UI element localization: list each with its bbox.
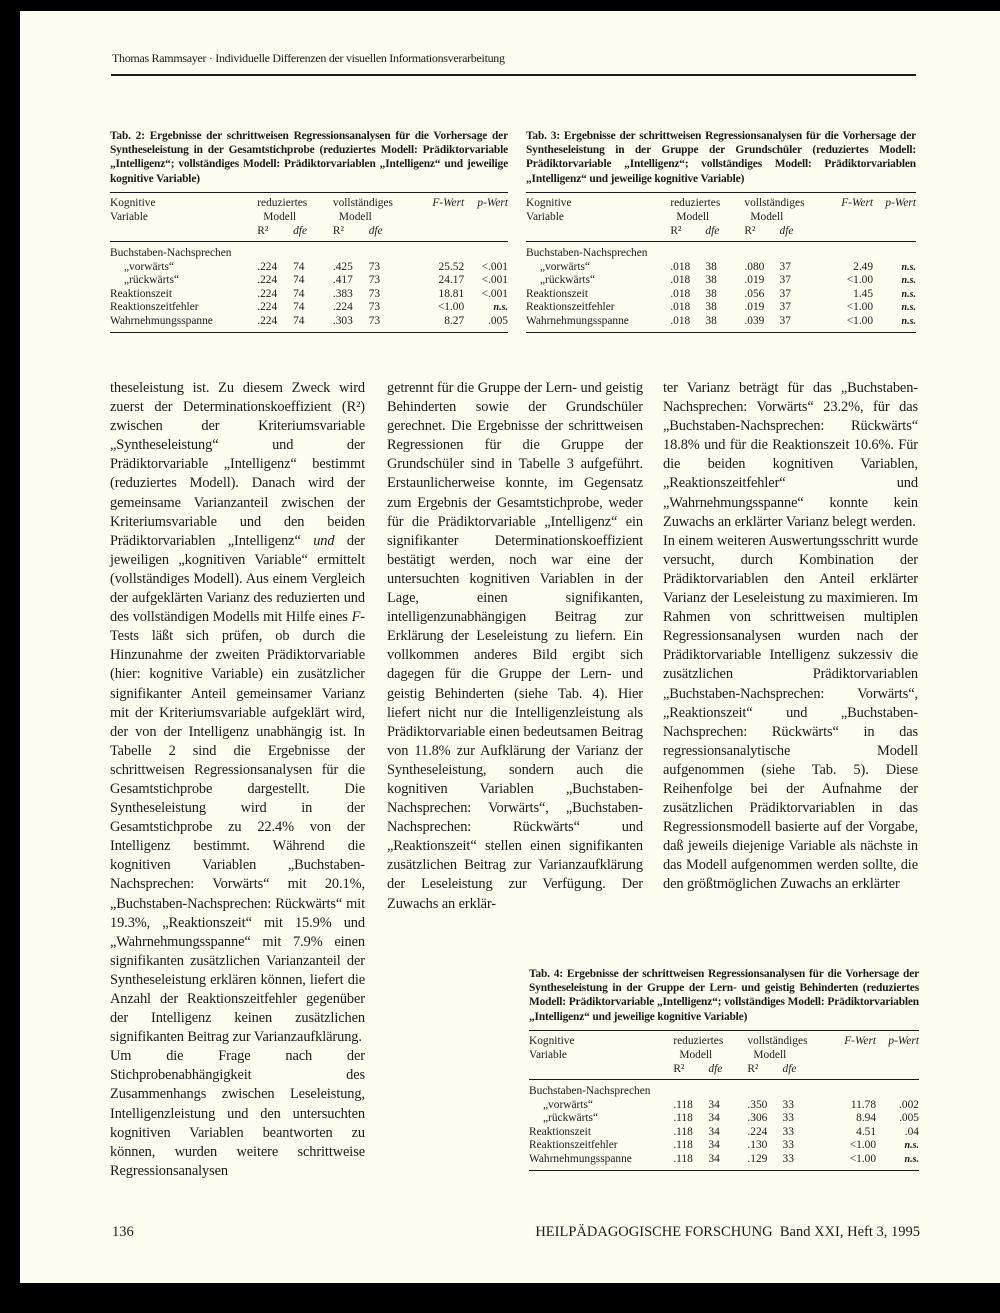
variable-cell: Reaktionszeitfehler xyxy=(526,301,615,314)
r2-reduced-cell: .224 xyxy=(257,274,278,287)
dfe-reduced-cell: 38 xyxy=(705,287,717,300)
p-value-cell: .005 xyxy=(488,315,508,328)
table-row xyxy=(526,315,916,329)
table-cell: R² xyxy=(670,224,682,237)
f-value-cell: <1.00 xyxy=(437,301,465,314)
table-cell: Buchstaben-Nachsprechen xyxy=(526,247,648,260)
table-cell: Modell xyxy=(676,210,710,223)
f-value-cell: 24.17 xyxy=(438,274,465,287)
table-row xyxy=(110,261,508,275)
table-cell xyxy=(825,1049,876,1063)
r2-reduced-cell: .224 xyxy=(257,315,278,328)
table-row xyxy=(529,1126,919,1140)
table-caption-text: Ergebnisse der schrittweisen Regressionsanalysen für die Vorhersage der Syntheseleistung in der Gesamtstichprobe (reduziertes Modell: Prädiktorvariable „Intelligenz“; vollständiges Modell: Prädiktorvariablen „Intelligenz“ und jeweilige kognitive Variable) xyxy=(110,130,508,185)
variable-cell: Wahrnehmungsspanne xyxy=(526,315,629,328)
table-cell: Modell xyxy=(263,210,297,223)
table-row xyxy=(110,301,508,315)
body-column-2 xyxy=(387,379,643,914)
table-cell: dfe xyxy=(293,224,307,237)
table-cell xyxy=(876,1049,919,1063)
table-row xyxy=(529,1139,919,1153)
table-cell xyxy=(110,329,508,333)
dfe-reduced-cell: 38 xyxy=(705,301,717,314)
dfe-full-cell: 73 xyxy=(368,301,381,314)
dfe-reduced-cell: 38 xyxy=(705,274,717,287)
r2-full-cell: .224 xyxy=(332,301,353,314)
p-value-cell: .04 xyxy=(904,1125,919,1138)
dfe-full-cell: 33 xyxy=(782,1112,794,1125)
group-row xyxy=(526,242,916,261)
table-label: Tab. 4: xyxy=(529,968,563,980)
f-value-cell: 18.81 xyxy=(438,287,465,300)
r2-reduced-cell: .118 xyxy=(673,1098,693,1111)
r2-reduced-cell: .224 xyxy=(257,287,278,300)
paragraph: theseleistung ist. Zu diesem Zweck wird zuerst der Determinationskoeffizient (R²) zwischen der Kriteriumsvariable „Syntheseleistung“ und der Prädiktorvariable „Intelligenz“ bestimmt (reduziertes Modell). Danach wird der gemeinsame Varianzanteil zwischen der Kriteriumsvariable und den beiden Prädiktorvariablen „Intelligenz“ und der jeweiligen „kognitiven Variable“ ermittelt (vollständiges Modell). Aus einem Vergleich der aufgeklärten Varianz des reduzierten und des vollständigen Modells mit Hilfe eines F-Tests läßt sich prüfen, ob durch die Hinzunahme der zweiten Prädiktorvariable (hier: kognitive Variable) ein zusätzlicher signifikanter Anteil gemeinsamer Varianz mit der Kriteriumsvariable aufgeklärt wird, der von der Intelligenz unabhängig ist. In Tabelle 2 sind die Ergebnisse der schrittweisen Regressionsanalysen für die Gesamtstichprobe dargestellt. Die Syntheseleistung wird in der Gesamtstichprobe zu 22.4% von der Intelligenz bestimmt. Während die kognitiven Variablen „Buchstaben-Nachsprechen: Vorwärts“ mit 20.1%, „Buchstaben-Nachsprechen: Rückwärts“ mit 19.3%, „Reaktionszeit“ mit 15.9% und „Wahrnehmungsspanne“ mit 7.9% einen signifikanten zusätzlichen Varianzanteil der Syntheseleistung erklären können, liefert die Anzahl der Reaktionszeitfehler gegenüber der Intelligenz keinen zusätzlichen signifikanten Beitrag zur Varianzaufklärung. xyxy=(110,380,365,1046)
table-cell: dfe xyxy=(705,224,720,237)
journal-footer xyxy=(535,1224,920,1241)
table-cell xyxy=(529,1167,919,1171)
p-value-cell: .002 xyxy=(899,1098,919,1111)
table-row xyxy=(526,261,916,275)
dfe-reduced-cell: 34 xyxy=(708,1098,720,1111)
table-cell xyxy=(529,1063,673,1077)
f-value-cell: 1.45 xyxy=(853,287,874,300)
dfe-full-cell: 73 xyxy=(368,287,381,300)
dfe-full-cell: 73 xyxy=(368,274,381,287)
table-cell: Buchstaben-Nachsprechen xyxy=(529,1085,651,1098)
body-column-3 xyxy=(663,379,918,895)
r2-reduced-cell: .118 xyxy=(673,1153,693,1166)
table-row xyxy=(529,1153,919,1167)
table-cell: Kognitive xyxy=(529,1035,575,1048)
group-row xyxy=(529,1080,919,1099)
dfe-reduced-cell: 74 xyxy=(293,260,305,273)
variable-cell: Reaktionszeit xyxy=(529,1125,591,1138)
paragraph: In einem weiteren Auswertungsschritt wurde versucht, durch Kombination der Prädiktorvariablen den Anteil erklärter Varianz der Leseleistung zu maximieren. Im Rahmen von schrittweisen multiplen Regressionsanalysen wurden nach der Prädiktorvariable Intelligenz sukzessiv die zusätzlichen Prädiktorvariablen „Buchstaben-Nachsprechen: Vorwärts“, „Reaktionszeit“ und „Buchstaben-Nachsprechen: Rückwärts“ in das regressionsanalytische Modell aufgenommen (siehe Tab. 5). Diese Reihenfolge bei der Aufnahme der zusätzlichen Prädiktorvariablen in das Regressionsmodell basierte auf der Vorgabe, daß jeweils diejenige Variable als nächste in das Modell aufgenommen werden sollte, die den größtmöglichen Zuwachs an erklärter xyxy=(663,532,918,893)
p-value-cell: n.s. xyxy=(904,1154,919,1166)
table-body xyxy=(526,193,916,332)
r2-full-cell: .129 xyxy=(747,1153,768,1166)
table-cell: reduziertes xyxy=(257,197,308,210)
p-value-cell: <.001 xyxy=(481,274,508,287)
table-cell: vollständiges xyxy=(747,1035,808,1048)
r2-reduced-cell: .018 xyxy=(670,274,691,287)
f-value-cell: <1.00 xyxy=(849,1153,877,1166)
group-row xyxy=(110,242,508,261)
variable-cell: „vorwärts“ xyxy=(543,1098,593,1111)
table-cell: vollständiges xyxy=(744,197,805,210)
table-row xyxy=(526,301,916,315)
f-value-cell: 25.52 xyxy=(438,260,465,273)
p-wert-header: p-Wert xyxy=(477,197,508,210)
f-value-cell: 2.49 xyxy=(853,260,874,273)
r2-full-cell: .425 xyxy=(332,260,353,273)
table-cell xyxy=(412,211,464,225)
header-row xyxy=(529,1063,919,1077)
table-label: Tab. 3: xyxy=(526,130,560,142)
table-cell: R² xyxy=(332,224,344,237)
f-wert-header: F-Wert xyxy=(844,1035,877,1048)
dfe-reduced-cell: 74 xyxy=(293,287,305,300)
dfe-full-cell: 73 xyxy=(368,260,381,273)
table-row xyxy=(110,274,508,288)
r2-reduced-cell: .118 xyxy=(673,1112,693,1125)
variable-cell: „rückwärts“ xyxy=(543,1112,599,1125)
p-value-cell: <.001 xyxy=(481,260,508,273)
variable-cell: „vorwärts“ xyxy=(124,260,174,273)
table-cell: Modell xyxy=(753,1048,787,1061)
r2-full-cell: .306 xyxy=(747,1112,768,1125)
header-rule xyxy=(111,74,916,76)
dfe-reduced-cell: 74 xyxy=(293,315,305,328)
dfe-reduced-cell: 74 xyxy=(293,301,305,314)
table-cell: Modell xyxy=(750,210,784,223)
table-cell: reduziertes xyxy=(673,1035,724,1048)
table-label: Tab. 2: xyxy=(110,130,145,142)
f-value-cell: 8.27 xyxy=(444,315,465,328)
dfe-reduced-cell: 38 xyxy=(705,315,717,328)
table-cell: R² xyxy=(257,224,269,237)
r2-reduced-cell: .018 xyxy=(670,315,691,328)
table-caption xyxy=(526,129,916,186)
header-row xyxy=(110,225,508,239)
journal-volume: Band XXI, Heft 3, 1995 xyxy=(779,1224,920,1240)
p-value-cell: n.s. xyxy=(901,275,916,287)
table-cell xyxy=(822,211,873,225)
dfe-reduced-cell: 74 xyxy=(293,274,305,287)
table-caption-text: Ergebnisse der schrittweisen Regressionsanalysen für die Vorhersage der Syntheseleistung in der Gruppe der Grundschüler (reduziertes Modell: Prädiktorvariable „Intelligenz“; vollständiges Modell: Prädiktorvariablen „Intelligenz“ und jeweilige kognitive Variable) xyxy=(526,130,917,185)
variable-cell: „rückwärts“ xyxy=(124,274,180,287)
dfe-full-cell: 37 xyxy=(779,301,791,314)
dfe-reduced-cell: 34 xyxy=(708,1112,720,1125)
header-row xyxy=(529,1031,919,1049)
page xyxy=(20,11,1000,1283)
header-row xyxy=(526,193,916,211)
variable-cell: Wahrnehmungsspanne xyxy=(529,1153,632,1166)
journal-name: HEILPÄDAGOGISCHE FORSCHUNG xyxy=(535,1224,773,1240)
variable-cell: Reaktionszeit xyxy=(526,287,588,300)
table-cell: dfe xyxy=(782,1062,797,1075)
r2-full-cell: .350 xyxy=(747,1098,768,1111)
f-value-cell: 4.51 xyxy=(856,1125,877,1138)
dfe-reduced-cell: 34 xyxy=(708,1153,720,1166)
table-cell xyxy=(873,225,916,239)
dfe-full-cell: 37 xyxy=(779,274,791,287)
table-cell: Modell xyxy=(679,1048,713,1061)
table-cell: R² xyxy=(744,224,756,237)
variable-cell: Reaktionszeit xyxy=(110,287,172,300)
table-body xyxy=(529,1031,919,1170)
dfe-full-cell: 33 xyxy=(782,1098,794,1111)
paragraph: ter Varianz beträgt für das „Buchstaben-Nachsprechen: Vorwärts“ 23.2%, für das „Buchstaben-Nachsprechen: Rückwärts“ 18.8% und für die Reaktionszeit 10.6%. Für die beiden kognitiven Variablen, „Reaktionszeitfehler“ und „Wahrnehmungsspanne“ konnte kein Zuwachs an erklärter Varianz belegt werden. xyxy=(663,380,918,530)
table-row xyxy=(529,1099,919,1113)
table-row xyxy=(110,315,508,329)
table-4 xyxy=(529,967,919,1171)
r2-full-cell: .039 xyxy=(744,315,765,328)
r2-reduced-cell: .118 xyxy=(673,1139,693,1152)
r2-reduced-cell: .118 xyxy=(673,1125,693,1138)
header-row xyxy=(110,211,508,225)
header-row xyxy=(110,193,508,211)
r2-reduced-cell: .018 xyxy=(670,260,691,273)
p-wert-header: p-Wert xyxy=(885,197,916,210)
r2-reduced-cell: .224 xyxy=(257,301,278,314)
variable-cell: „rückwärts“ xyxy=(540,274,596,287)
paragraph: getrennt für die Gruppe der Lern- und geistig Behinderten sowie der Grundschüler gerechnet. Die Ergebnisse der schrittweisen Regressionen für die Gruppe der Grundschüler sind in Tabelle 3 aufgeführt. Erstaunlicherweise konnte, im Gegensatz zum Ergebnis der Gesamtstichprobe, weder für die Prädiktorvariable „Intelligenz“ ein signifikanter Determinationskoeffizient bestätigt werden, noch war eine der untersuchten kognitiven Variablen in der Lage, einen signifikanten, intelligenzunabhängigen Beitrag zur Erklärung der Leseleistung zu liefern. Ein vollkommen anderes Bild ergibt sich dagegen für die Gruppe der Lern- und geistig Behinderten (siehe Tab. 4). Hier liefert nicht nur die Intelligenzleistung als Prädiktorvariable einen bedeutsamen Beitrag von 11.8% zur Aufklärung der Varianz der Syntheseleistung, sondern auch die kognitiven Variablen „Buchstaben-Nachsprechen: Vorwärts“, „Buchstaben-Nachsprechen: Rückwärts“ und „Reaktionszeit“ stellen einen signifikanten zusätzlichen Beitrag zur Varianzaufklärung der Leseleistung zur Verfügung. Der Zuwachs an erklär- xyxy=(387,380,643,912)
p-value-cell: n.s. xyxy=(901,302,916,314)
dfe-full-cell: 33 xyxy=(782,1153,794,1166)
r2-full-cell: .303 xyxy=(332,315,353,328)
r2-reduced-cell: .224 xyxy=(257,260,278,273)
table-2 xyxy=(110,129,508,333)
r2-full-cell: .019 xyxy=(744,301,765,314)
f-value-cell: 8.94 xyxy=(856,1112,877,1125)
table-cell: Variable xyxy=(110,210,148,223)
p-value-cell: n.s. xyxy=(901,288,916,300)
dfe-full-cell: 37 xyxy=(779,287,791,300)
table-3 xyxy=(526,129,916,333)
paragraph: Um die Frage nach der Stichprobenabhängigkeit des Zusammenhangs zwischen Leseleistung, Intelligenzleistung und den untersuchten kognitiven Variablen beantworten zu können, wurden weitere schrittweise Regressionsanalysen xyxy=(110,1048,365,1179)
header-row xyxy=(526,211,916,225)
table-row xyxy=(529,1112,919,1126)
p-value-cell: n.s. xyxy=(904,1140,919,1152)
p-value-cell: n.s. xyxy=(901,316,916,328)
table-cell xyxy=(412,225,464,239)
table-cell: dfe xyxy=(368,224,383,237)
table-cell: reduziertes xyxy=(670,197,721,210)
r2-full-cell: .056 xyxy=(744,287,765,300)
dfe-full-cell: 73 xyxy=(368,315,381,328)
running-head: Thomas Rammsayer · Individuelle Differenzen der visuellen Informationsverarbeitung xyxy=(112,51,505,65)
table-cell: Buchstaben-Nachsprechen xyxy=(110,247,232,260)
f-wert-header: F-Wert xyxy=(432,197,465,210)
table-cell xyxy=(526,225,670,239)
table-cell xyxy=(876,1063,919,1077)
variable-cell: „vorwärts“ xyxy=(540,260,590,273)
dfe-full-cell: 37 xyxy=(779,260,791,273)
table-caption xyxy=(529,967,919,1024)
dfe-full-cell: 37 xyxy=(779,315,791,328)
table-cell: Kognitive xyxy=(526,197,572,210)
p-value-cell: n.s. xyxy=(493,302,508,314)
header-row xyxy=(529,1049,919,1063)
table-caption-text: Ergebnisse der schrittweisen Regressionsanalysen für die Vorhersage der Syntheseleistung in der Gruppe der Lern- und geistig Behinderten (reduziertes Modell: Prädiktorvariable „Intelligenz“; vollständiges Modell: Prädiktorvariablen „Intelligenz“ und jeweilige kognitive Variable) xyxy=(529,968,920,1023)
table-cell xyxy=(526,329,916,333)
p-wert-header: p-Wert xyxy=(888,1035,919,1048)
p-value-cell: <.001 xyxy=(481,287,508,300)
table-cell xyxy=(110,225,257,239)
table-row xyxy=(526,274,916,288)
r2-full-cell: .019 xyxy=(744,274,765,287)
table-cell: Kognitive xyxy=(110,197,156,210)
dfe-reduced-cell: 34 xyxy=(708,1125,720,1138)
table-cell xyxy=(825,1063,876,1077)
r2-full-cell: .130 xyxy=(747,1139,768,1152)
body-column-1 xyxy=(110,379,365,1181)
table-row xyxy=(526,288,916,302)
table-cell xyxy=(822,225,873,239)
table-body xyxy=(110,193,508,332)
r2-full-cell: .224 xyxy=(747,1125,768,1138)
r2-reduced-cell: .018 xyxy=(670,287,691,300)
table-cell: dfe xyxy=(779,224,794,237)
table-cell xyxy=(873,211,916,225)
f-value-cell: <1.00 xyxy=(849,1139,877,1152)
f-value-cell: <1.00 xyxy=(846,274,874,287)
table-cell: vollständiges xyxy=(332,197,393,210)
header-row xyxy=(526,225,916,239)
variable-cell: Reaktionszeitfehler xyxy=(110,301,199,314)
f-value-cell: 11.78 xyxy=(850,1098,877,1111)
r2-reduced-cell: .018 xyxy=(670,301,691,314)
f-value-cell: <1.00 xyxy=(846,315,874,328)
table-cell xyxy=(464,211,508,225)
dfe-full-cell: 33 xyxy=(782,1139,794,1152)
r2-full-cell: .383 xyxy=(332,287,353,300)
r2-full-cell: .080 xyxy=(744,260,765,273)
table-cell: Variable xyxy=(526,210,564,223)
dfe-reduced-cell: 34 xyxy=(708,1139,720,1152)
variable-cell: Reaktionszeitfehler xyxy=(529,1139,618,1152)
table-caption xyxy=(110,129,508,186)
variable-cell: Wahrnehmungsspanne xyxy=(110,315,213,328)
p-value-cell: n.s. xyxy=(901,261,916,273)
table-cell: Variable xyxy=(529,1048,567,1061)
dfe-full-cell: 33 xyxy=(782,1125,794,1138)
dfe-reduced-cell: 38 xyxy=(705,260,717,273)
table-cell: Modell xyxy=(338,210,372,223)
table-cell: R² xyxy=(673,1062,685,1075)
f-value-cell: <1.00 xyxy=(846,301,874,314)
table-cell xyxy=(464,225,508,239)
page-number: 136 xyxy=(112,1224,134,1240)
table-row xyxy=(110,288,508,302)
table-cell: dfe xyxy=(708,1062,723,1075)
p-value-cell: .005 xyxy=(899,1112,919,1125)
table-cell: R² xyxy=(747,1062,759,1075)
f-wert-header: F-Wert xyxy=(841,197,874,210)
r2-full-cell: .417 xyxy=(332,274,353,287)
